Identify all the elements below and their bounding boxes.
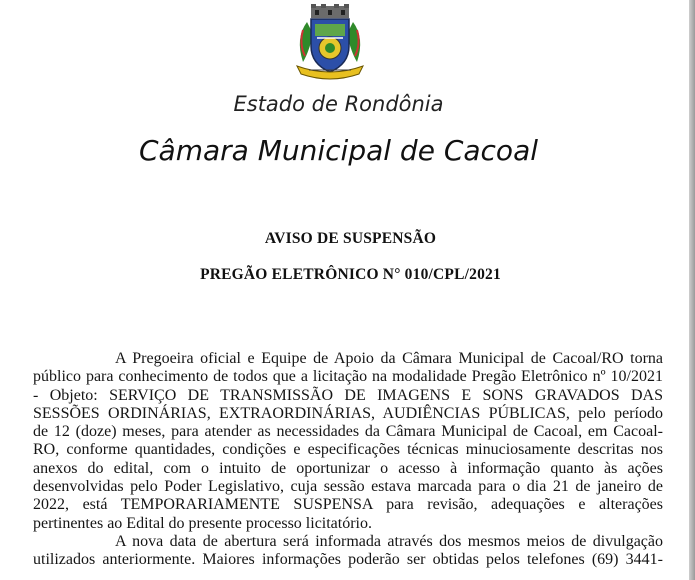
text-line: SESSÕES ORDINÁRIAS, EXTRAORDINÁRIAS, AUDIÊNCIAS PÚBLICAS, pelo período <box>33 404 663 422</box>
state-name: Estado de Rondônia <box>233 92 444 116</box>
notice-title: AVISO DE SUSPENSÃO <box>264 230 437 247</box>
notice-subtitle: PREGÃO ELETRÔNICO N° 010/CPL/2021 <box>200 266 501 283</box>
text-line: RO, conforme quantidades, condições e especificações técnicas minuciosamente descritas nos <box>33 441 663 459</box>
text-line: público para conhecimento de todos que a licitação na modalidade Pregão Eletrônico nº 10/2021 <box>33 368 663 386</box>
coat-of-arms-icon <box>289 4 371 80</box>
text-line: anexos do edital, com o intuito de oportunizar o acesso à informação quanto às ações <box>33 459 663 477</box>
notice-body <box>33 350 663 570</box>
text-line: de 12 (doze) meses, para atender as necessidades da Câmara Municipal de Cacoal, em Cacoal- <box>33 423 663 441</box>
text-line: - Objeto: SERVIÇO DE TRANSMISSÃO DE IMAGENS E SONS GRAVADOS DAS <box>33 386 663 404</box>
text-line: A Pregoeira oficial e Equipe de Apoio da Câmara Municipal de Cacoal/RO torna <box>115 350 663 367</box>
page-edge <box>689 0 695 580</box>
text-line: desenvolvidas pelo Poder Legislativo, cuja sessão estava marcada para o dia 21 de janeiro de <box>33 478 663 496</box>
paragraph-1 <box>33 350 663 533</box>
text-line: utilizados anteriormente. Maiores informações poderão ser obtidas pelos telefones (69) 3441- <box>33 551 663 569</box>
chamber-name: Câmara Municipal de Cacoal <box>139 134 538 167</box>
paragraph-2 <box>33 533 663 570</box>
text-line: 2022, está TEMPORARIAMENTE SUSPENSA para revisão, adequações e alterações <box>33 496 663 514</box>
text-line: A nova data de abertura será informada através dos mesmos meios de divulgação <box>115 532 663 550</box>
text-line: pertinentes ao Edital do presente processo licitatório. <box>33 514 372 532</box>
